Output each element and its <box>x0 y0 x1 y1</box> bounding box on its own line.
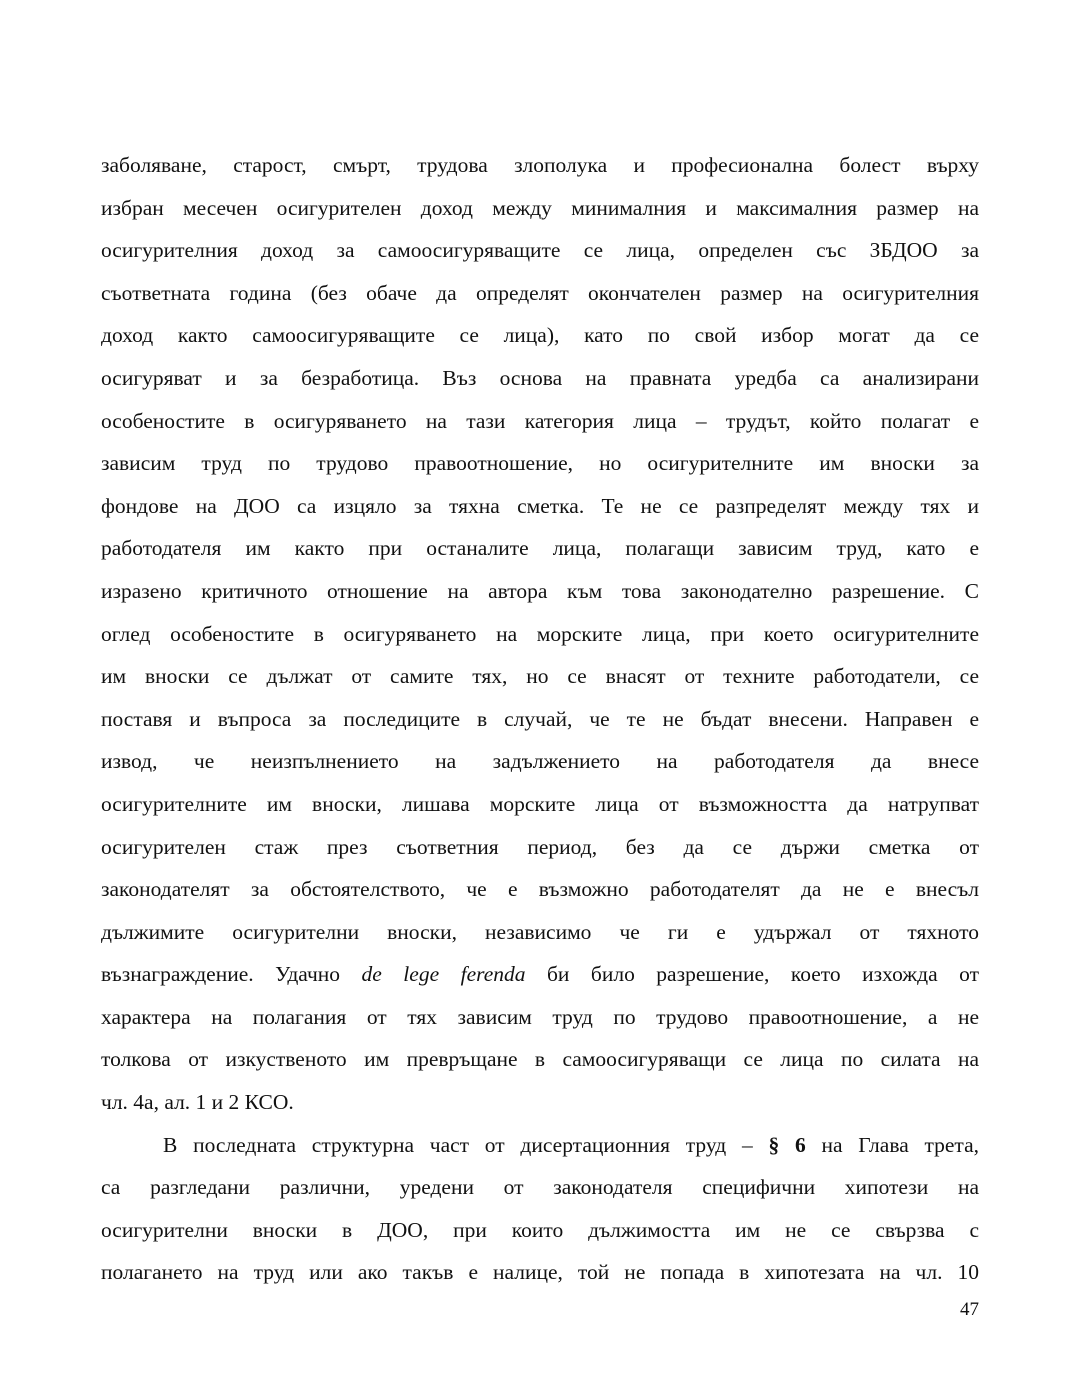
text-line: характера на полагания от тях зависим труд по трудово правоотношение, а не <box>101 1004 979 1029</box>
text-line: са разгледани различни, уредени от законодателя специфични хипотези на <box>101 1175 979 1200</box>
text-line: дължимите осигурителни вноски, независимо че ги е удържал от тяхното <box>101 919 979 944</box>
text-line: фондове на ДОО са изцяло за тяхна сметка. Те не се разпределят между тях и <box>101 493 979 518</box>
text-line: съответната година (без обаче да определят окончателен размер на осигурителния <box>101 280 979 305</box>
text-segment: възнаграждение. Удачно <box>101 962 362 987</box>
page-number: 47 <box>960 1299 979 1320</box>
text-segment: В последната структурна част от дисертационния труд – <box>163 1132 769 1157</box>
text-line: избран месечен осигурителен доход между минималния и максималния размер на <box>101 195 979 220</box>
text-line: осигурителните им вноски, лишава морските лица от възможността да натрупват <box>101 791 979 816</box>
text-line: осигуряват и за безработица. Въз основа на правната уредба са анализирани <box>101 365 979 390</box>
text-line: заболяване, старост, смърт, трудова злополука и професионална болест върху <box>101 153 979 177</box>
section-reference: § 6 <box>768 1132 806 1157</box>
text-line: толкова от изкуственото им превръщане в самоосигуряващи се лица по силата на <box>101 1047 979 1072</box>
text-line: особеностите в осигуряването на тази категория лица – трудът, който полагат е <box>101 408 979 433</box>
text-line: работодателя им както при останалите лица, полагащи зависим труд, като е <box>101 536 979 561</box>
text-line: извод, че неизпълнението на задължението на работодателя да внесе <box>101 749 979 774</box>
body-text <box>101 144 979 1294</box>
text-line: оглед особеностите в осигуряването на морските лица, при което осигурителните <box>101 621 979 646</box>
text-line: зависим труд по трудово правоотношение, но осигурителните им вноски за <box>101 451 979 476</box>
text-line: доход както самоосигуряващите се лица), като по свой избор могат да се <box>101 323 979 348</box>
text-line: законодателят за обстоятелството, че е възможно работодателят да не е внесъл <box>101 877 979 902</box>
text-line: осигурителния доход за самоосигуряващите се лица, определен със ЗБДОО за <box>101 238 979 263</box>
text-line: осигурителен стаж през съответния период, без да се държи сметка от <box>101 834 979 859</box>
text-segment: би било разрешение, което изхожда от <box>525 962 979 987</box>
text-segment: на Глава трета, <box>805 1132 980 1157</box>
text-line: осигурителни вноски в ДОО, при които дължимостта им не се свързва с <box>101 1217 979 1242</box>
text-line: изразено критичното отношение на автора към това законодателно разрешение. С <box>101 578 979 603</box>
paragraph-end-line: чл. 4а, ал. 1 и 2 КСО. <box>101 1090 294 1115</box>
text-line-with-italic <box>101 953 979 996</box>
latin-phrase: de lege ferenda <box>361 962 526 987</box>
text-line: поставя и въпроса за последиците в случай, че те не бъдат внесени. Направен е <box>101 706 979 731</box>
text-line: им вноски се дължат от самите тях, но се внасят от техните работодатели, се <box>101 664 979 689</box>
text-line: полагането на труд или ако такъв е налице, той не попада в хипотезата на чл. 10 <box>101 1260 979 1285</box>
paragraph-start-line <box>101 1124 979 1167</box>
